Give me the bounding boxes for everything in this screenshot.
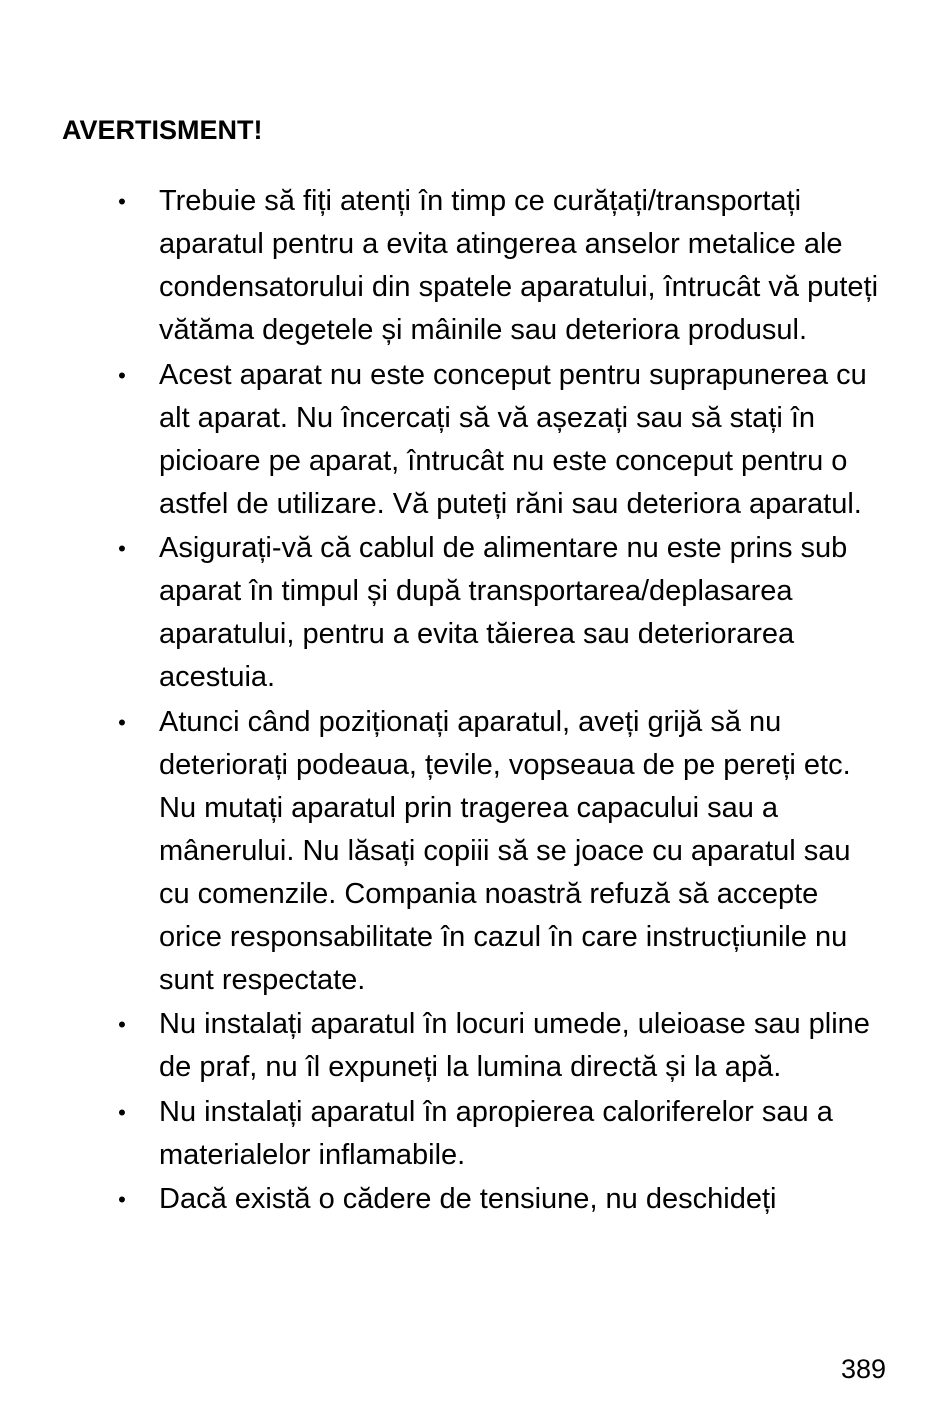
list-item	[0, 354, 889, 526]
list-item-text: Nu instalați aparatul în locuri umede, uleioase sau pline de praf, nu îl expuneți la lumina directă și la apă.	[159, 1008, 870, 1083]
list-item	[0, 701, 889, 1002]
list-item	[0, 1091, 889, 1177]
page-number: 389	[840, 1354, 886, 1384]
bullet-icon: •	[118, 536, 126, 561]
warning-list	[0, 180, 950, 1223]
list-item	[0, 527, 889, 699]
list-item	[0, 1003, 889, 1089]
list-item-text: Atunci când poziționați aparatul, aveți grijă să nu deteriorați podeaua, țevile, vopseaua de pe pereți etc. Nu mutați aparatul prin tragerea capacului sau a mânerului. Nu lăsați copiii să se joace cu aparatul sau cu comenzile. Compania noastră refuză să accepte orice responsabilitate în cazul în care instrucțiunile nu sunt respectate.	[159, 705, 851, 996]
list-item-text: Asigurați-vă că cablul de alimentare nu este prins sub aparat în timpul și după transportarea/deplasarea aparatului, pentru a evita tăierea sau deteriorarea acestuia.	[159, 532, 848, 693]
bullet-icon: •	[118, 1187, 126, 1212]
list-item	[0, 180, 889, 352]
list-item-text: Nu instalați aparatul în apropierea caloriferelor sau a materialelor inflamabile.	[159, 1095, 833, 1171]
bullet-icon: •	[118, 1099, 126, 1125]
list-item-text: Dacă există o cădere de tensiune, nu deschideți	[159, 1183, 777, 1215]
list-item-text: Acest aparat nu este conceput pentru suprapunerea cu alt aparat. Nu încercați să vă așezați sau să stați în picioare pe aparat, întrucât nu este conceput pentru o astfel de utilizare. Vă puteți răni sau deteriora aparatul.	[159, 358, 867, 520]
list-item	[0, 1178, 889, 1221]
bullet-icon: •	[118, 709, 126, 735]
bullet-icon: •	[118, 1012, 126, 1037]
list-item-text: Trebuie să fiți atenți în timp ce curățați/transportați aparatul pentru a evita atingerea anselor metalice ale condensatorului din spatele aparatului, întrucât vă puteți vătăma degetele și mâinile sau deteriora produsul.	[159, 185, 879, 346]
bullet-icon: •	[118, 362, 126, 388]
warning-heading: AVERTISMENT!	[62, 115, 263, 145]
bullet-icon: •	[118, 189, 126, 214]
